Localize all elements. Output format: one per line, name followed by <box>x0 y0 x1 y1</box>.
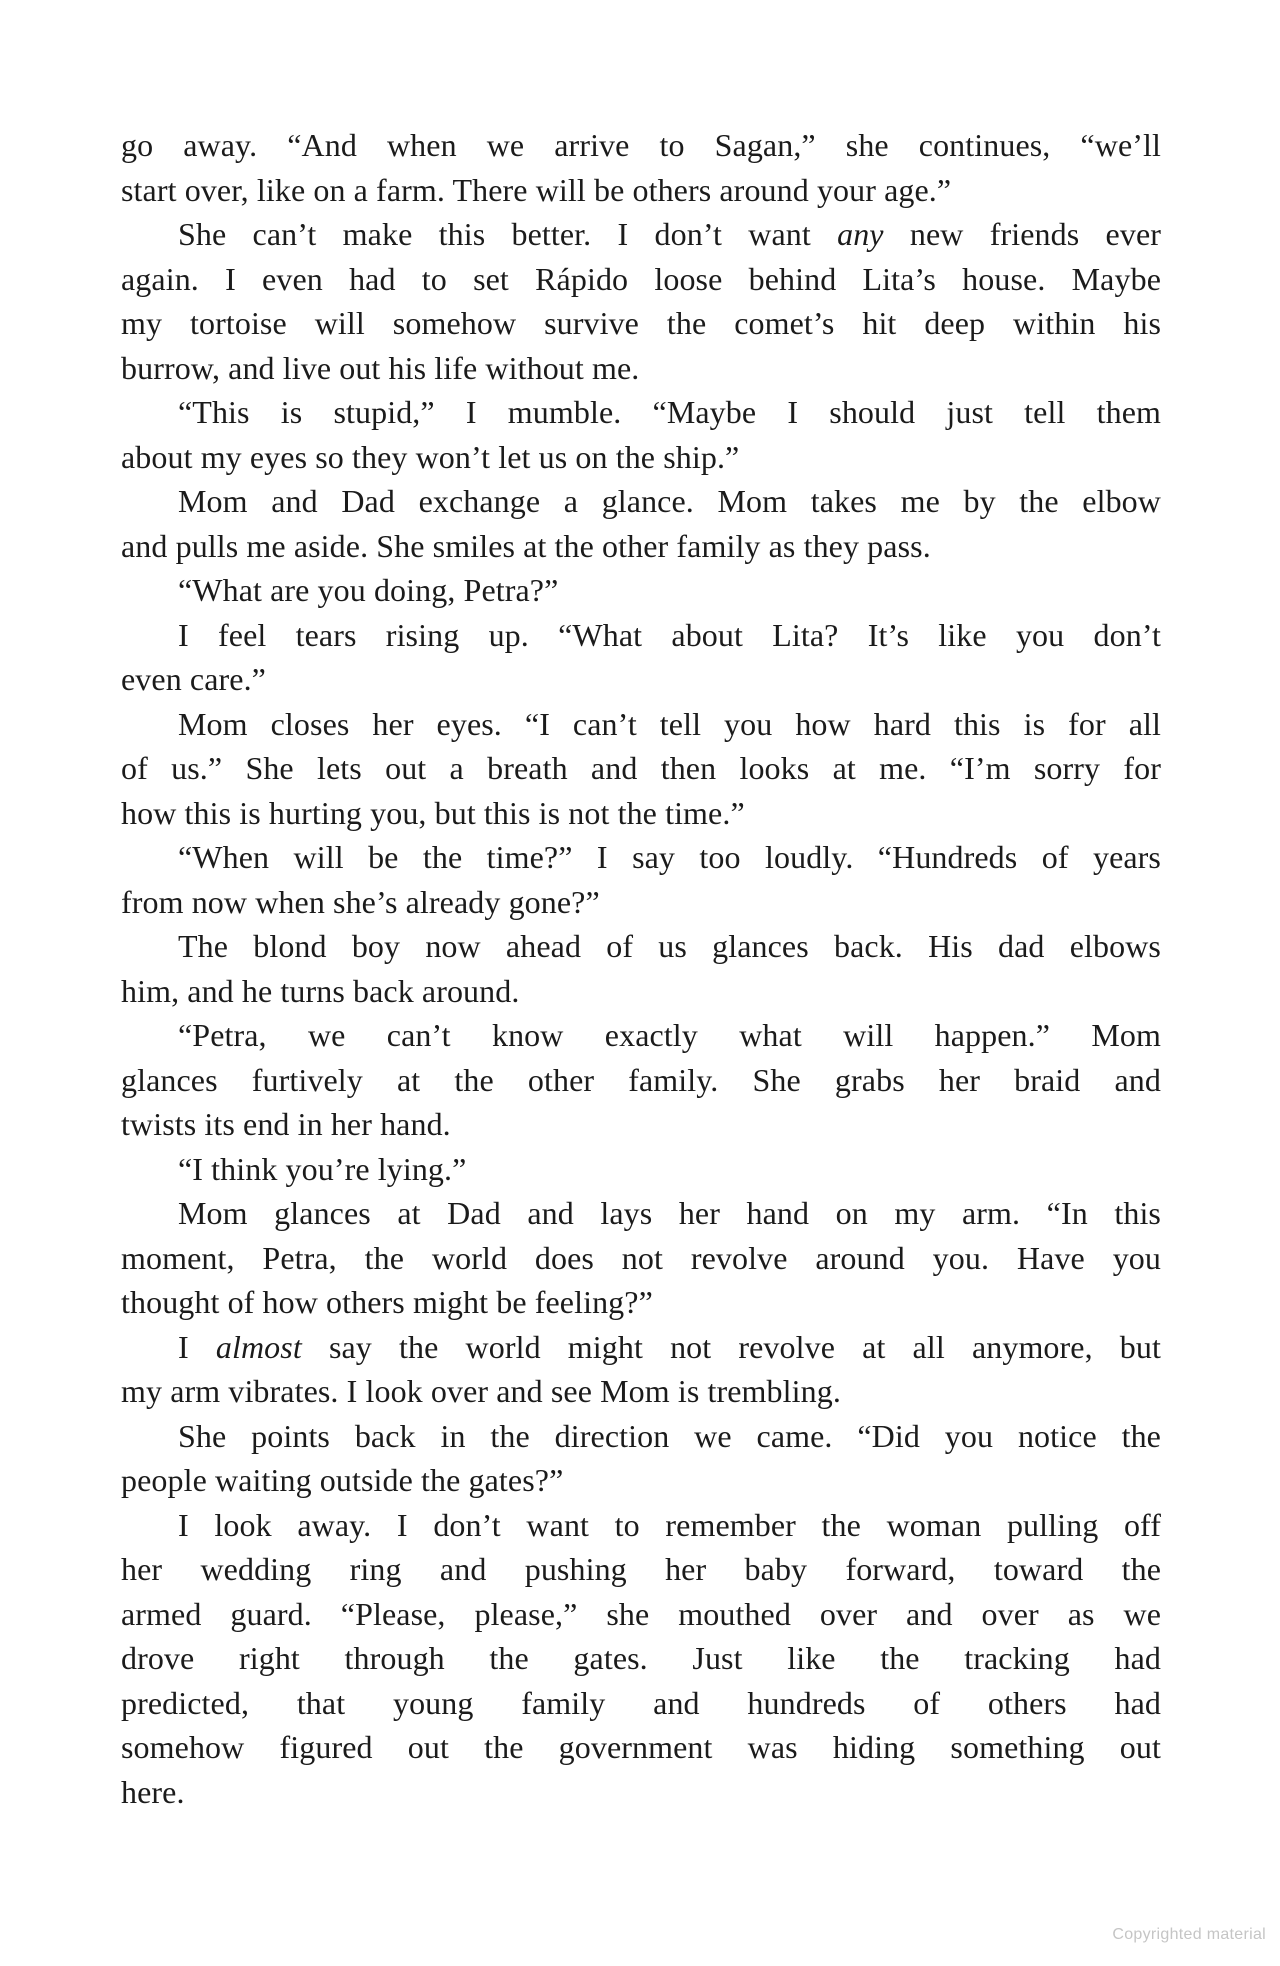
text-line: and pulls me aside. She smiles at the other family as they pass. <box>121 527 931 564</box>
text-line: She can’t make this better. I don’t want any new friends ever <box>178 216 1162 252</box>
text-line: twists its end in her hand. <box>121 1106 451 1142</box>
text-line: I look away. I don’t want to remember the woman pulling off <box>178 1506 1161 1543</box>
text-line: how this is hurting you, but this is not the time.” <box>121 794 745 831</box>
paragraph <box>121 1147 1161 1192</box>
paragraph <box>121 924 1161 1013</box>
book-page-text <box>121 123 1161 1814</box>
text-line: predicted, that young family and hundreds of others had <box>121 1684 1161 1721</box>
text-line: thought of how others might be feeling?” <box>121 1284 653 1320</box>
text-line: even care.” <box>121 661 266 697</box>
text-line: her wedding ring and pushing her baby forward, toward the <box>121 1551 1161 1587</box>
text-line: go away. “And when we arrive to Sagan,” she continues, “we’ll <box>121 127 1161 163</box>
text-line: moment, Petra, the world does not revolve around you. Have you <box>121 1239 1161 1276</box>
paragraph <box>121 568 1161 613</box>
text-line: “Petra, we can’t know exactly what will happen.” Mom <box>178 1017 1161 1053</box>
text-line: people waiting outside the gates?” <box>121 1462 564 1498</box>
text-line: my tortoise will somehow survive the comet’s hit deep within his <box>121 305 1161 341</box>
text-line: Mom glances at Dad and lays her hand on my arm. “In this <box>178 1195 1161 1231</box>
text-line: burrow, and live out his life without me. <box>121 349 640 386</box>
copyright-watermark: Copyrighted material <box>1112 1926 1266 1943</box>
text-line: I feel tears rising up. “What about Lita? It’s like you don’t <box>178 616 1161 653</box>
text-line: drove right through the gates. Just like the tracking had <box>121 1640 1161 1676</box>
text-line: my arm vibrates. I look over and see Mom is trembling. <box>121 1373 841 1409</box>
text-line: She points back in the direction we came. “Did you notice the <box>178 1417 1161 1454</box>
text-line: somehow figured out the government was hiding something out <box>121 1729 1161 1765</box>
paragraph <box>121 212 1161 390</box>
text-line: armed guard. “Please, please,” she mouthed over and over as we <box>121 1595 1161 1632</box>
paragraph <box>121 123 1161 212</box>
paragraph <box>121 1325 1161 1414</box>
text-line: of us.” She lets out a breath and then looks at me. “I’m sorry for <box>121 750 1161 786</box>
text-line: start over, like on a farm. There will be others around your age.” <box>121 171 952 208</box>
text-line: glances furtively at the other family. She grabs her braid and <box>121 1061 1161 1098</box>
paragraph <box>121 1013 1161 1147</box>
text-line: “What are you doing, Petra?” <box>178 572 559 608</box>
paragraph <box>121 1414 1161 1503</box>
text-line: “I think you’re lying.” <box>178 1150 467 1187</box>
text-line: Mom closes her eyes. “I can’t tell you how hard this is for all <box>178 705 1161 742</box>
text-line: him, and he turns back around. <box>121 972 520 1009</box>
paragraph <box>121 1503 1161 1815</box>
paragraph <box>121 479 1161 568</box>
text-line: from now when she’s already gone?” <box>121 883 600 920</box>
text-line: Mom and Dad exchange a glance. Mom takes me by the elbow <box>178 483 1161 519</box>
paragraph <box>121 390 1161 479</box>
text-line: I almost say the world might not revolve at all anymore, but <box>178 1328 1161 1365</box>
paragraph <box>121 835 1161 924</box>
paragraph <box>121 702 1161 836</box>
text-line: “When will be the time?” I say too loudly. “Hundreds of years <box>178 839 1161 875</box>
paragraph <box>121 1191 1161 1325</box>
text-line: again. I even had to set Rápido loose behind Lita’s house. Maybe <box>121 260 1161 297</box>
text-line: about my eyes so they won’t let us on the ship.” <box>121 438 740 475</box>
text-line: “This is stupid,” I mumble. “Maybe I should just tell them <box>178 394 1161 430</box>
paragraph <box>121 613 1161 702</box>
text-line: The blond boy now ahead of us glances back. His dad elbows <box>178 928 1161 964</box>
text-line: here. <box>121 1773 185 1810</box>
